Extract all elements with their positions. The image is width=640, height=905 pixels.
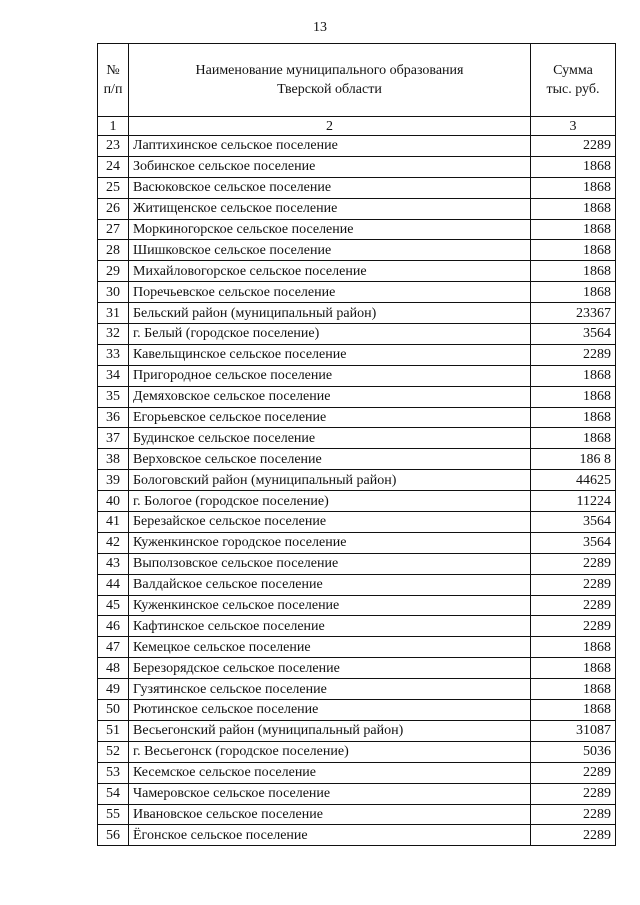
- row-sum: 23367: [531, 303, 616, 324]
- table-row: [98, 198, 616, 219]
- row-name: Михайловогорское сельское поселение: [129, 261, 531, 282]
- row-sum: 2289: [531, 595, 616, 616]
- row-sum: 1868: [531, 386, 616, 407]
- row-sum: 1868: [531, 240, 616, 261]
- table-row: [98, 700, 616, 721]
- row-sum: 44625: [531, 470, 616, 491]
- row-sum: 3564: [531, 532, 616, 553]
- column-numbers-row: [98, 117, 616, 136]
- table-row: [98, 574, 616, 595]
- table-row: [98, 386, 616, 407]
- table-row: [98, 762, 616, 783]
- row-name: Березорядское сельское поселение: [129, 658, 531, 679]
- row-name: Кавельщинское сельское поселение: [129, 344, 531, 365]
- row-sum: 1868: [531, 198, 616, 219]
- table-row: [98, 679, 616, 700]
- row-number: 34: [98, 365, 129, 386]
- table-row: [98, 741, 616, 762]
- row-number: 52: [98, 741, 129, 762]
- row-name: Рютинское сельское поселение: [129, 700, 531, 721]
- row-sum: 2289: [531, 825, 616, 846]
- row-sum: 3564: [531, 512, 616, 533]
- row-sum: 2289: [531, 553, 616, 574]
- table-row: [98, 156, 616, 177]
- row-number: 41: [98, 512, 129, 533]
- row-name: Верховское сельское поселение: [129, 449, 531, 470]
- table-row: [98, 825, 616, 846]
- row-number: 49: [98, 679, 129, 700]
- row-sum: 2289: [531, 136, 616, 157]
- row-name: Куженкинское городское поселение: [129, 532, 531, 553]
- row-number: 28: [98, 240, 129, 261]
- row-name: Валдайское сельское поселение: [129, 574, 531, 595]
- row-name: Кемецкое сельское поселение: [129, 637, 531, 658]
- row-sum: 1868: [531, 219, 616, 240]
- row-name: Лаптихинское сельское поселение: [129, 136, 531, 157]
- row-name: Зобинское сельское поселение: [129, 156, 531, 177]
- row-number: 44: [98, 574, 129, 595]
- table-row: [98, 720, 616, 741]
- table-row: [98, 449, 616, 470]
- row-name: Егорьевское сельское поселение: [129, 407, 531, 428]
- row-name: Бельский район (муниципальный район): [129, 303, 531, 324]
- row-number: 54: [98, 783, 129, 804]
- row-sum: 1868: [531, 700, 616, 721]
- table-row: [98, 637, 616, 658]
- table-row: [98, 407, 616, 428]
- table-header-row: [98, 44, 616, 117]
- table-row: [98, 282, 616, 303]
- row-number: 33: [98, 344, 129, 365]
- row-name: Чамеровское сельское поселение: [129, 783, 531, 804]
- row-number: 30: [98, 282, 129, 303]
- row-sum: 1868: [531, 637, 616, 658]
- row-name: Поречьевское сельское поселение: [129, 282, 531, 303]
- header-name-line1: Наименование муниципального образования: [195, 63, 464, 78]
- table-row: [98, 470, 616, 491]
- row-sum: 1868: [531, 282, 616, 303]
- row-number: 25: [98, 177, 129, 198]
- table-row: [98, 136, 616, 157]
- row-name: Васюковское сельское поселение: [129, 177, 531, 198]
- row-name: Выползовское сельское поселение: [129, 553, 531, 574]
- table-row: [98, 491, 616, 512]
- municipal-allocation-table: [97, 43, 616, 846]
- row-sum: 2289: [531, 762, 616, 783]
- row-name: Ёгонское сельское поселение: [129, 825, 531, 846]
- row-name: Кафтинское сельское поселение: [129, 616, 531, 637]
- row-name: Куженкинское сельское поселение: [129, 595, 531, 616]
- table-row: [98, 365, 616, 386]
- row-number: 50: [98, 700, 129, 721]
- row-name: Житищенское сельское поселение: [129, 198, 531, 219]
- table-row: [98, 324, 616, 345]
- row-number: 40: [98, 491, 129, 512]
- header-name-line2: Тверской области: [277, 82, 382, 97]
- column-number: 3: [531, 117, 616, 136]
- row-sum: 2289: [531, 783, 616, 804]
- row-number: 56: [98, 825, 129, 846]
- row-number: 31: [98, 303, 129, 324]
- table-row: [98, 804, 616, 825]
- row-name: Моркиногорское сельское поселение: [129, 219, 531, 240]
- row-sum: 1868: [531, 407, 616, 428]
- header-name: [129, 44, 531, 117]
- row-sum: 1868: [531, 679, 616, 700]
- row-number: 24: [98, 156, 129, 177]
- row-sum: 11224: [531, 491, 616, 512]
- row-sum: 1868: [531, 658, 616, 679]
- row-number: 38: [98, 449, 129, 470]
- row-sum: 2289: [531, 616, 616, 637]
- row-sum: 1868: [531, 428, 616, 449]
- row-number: 43: [98, 553, 129, 574]
- table-row: [98, 240, 616, 261]
- row-name: г. Весьегонск (городское поселение): [129, 741, 531, 762]
- row-number: 39: [98, 470, 129, 491]
- row-number: 26: [98, 198, 129, 219]
- row-name: Демяховское сельское поселение: [129, 386, 531, 407]
- header-sum-line2: тыс. руб.: [546, 82, 600, 97]
- row-number: 55: [98, 804, 129, 825]
- row-name: г. Бологое (городское поселение): [129, 491, 531, 512]
- header-number: [98, 44, 129, 117]
- table-row: [98, 177, 616, 198]
- table-row: [98, 616, 616, 637]
- table-row: [98, 428, 616, 449]
- row-name: Весьегонский район (муниципальный район): [129, 720, 531, 741]
- row-number: 45: [98, 595, 129, 616]
- row-number: 35: [98, 386, 129, 407]
- table-row: [98, 532, 616, 553]
- row-sum: 1868: [531, 365, 616, 386]
- column-number: 1: [98, 117, 129, 136]
- header-number-line2: п/п: [103, 82, 123, 97]
- row-number: 47: [98, 637, 129, 658]
- row-sum: 2289: [531, 804, 616, 825]
- row-number: 51: [98, 720, 129, 741]
- row-name: Березайское сельское поселение: [129, 512, 531, 533]
- row-name: Пригородное сельское поселение: [129, 365, 531, 386]
- row-name: Будинское сельское поселение: [129, 428, 531, 449]
- row-name: Бологовский район (муниципальный район): [129, 470, 531, 491]
- table-row: [98, 595, 616, 616]
- page-number: 13: [313, 20, 327, 35]
- row-name: Ивановское сельское поселение: [129, 804, 531, 825]
- row-sum: 1868: [531, 177, 616, 198]
- row-sum: 1868: [531, 261, 616, 282]
- row-number: 29: [98, 261, 129, 282]
- row-sum: 186 8: [531, 449, 616, 470]
- table-row: [98, 344, 616, 365]
- column-number: 2: [129, 117, 531, 136]
- header-sum: [531, 44, 616, 117]
- row-number: 42: [98, 532, 129, 553]
- row-sum: 1868: [531, 156, 616, 177]
- table-row: [98, 512, 616, 533]
- table-row: [98, 303, 616, 324]
- table-row: [98, 658, 616, 679]
- table-row: [98, 783, 616, 804]
- row-name: Кесемское сельское поселение: [129, 762, 531, 783]
- row-number: 53: [98, 762, 129, 783]
- row-sum: 3564: [531, 324, 616, 345]
- row-name: г. Белый (городское поселение): [129, 324, 531, 345]
- table-row: [98, 553, 616, 574]
- row-number: 23: [98, 136, 129, 157]
- table-row: [98, 219, 616, 240]
- row-number: 48: [98, 658, 129, 679]
- row-sum: 2289: [531, 344, 616, 365]
- row-number: 37: [98, 428, 129, 449]
- row-number: 36: [98, 407, 129, 428]
- row-sum: 2289: [531, 574, 616, 595]
- row-sum: 5036: [531, 741, 616, 762]
- row-name: Гузятинское сельское поселение: [129, 679, 531, 700]
- header-number-line1: №: [106, 63, 120, 78]
- row-sum: 31087: [531, 720, 616, 741]
- row-number: 27: [98, 219, 129, 240]
- row-number: 32: [98, 324, 129, 345]
- row-name: Шишковское сельское поселение: [129, 240, 531, 261]
- row-number: 46: [98, 616, 129, 637]
- header-sum-line1: Сумма: [553, 63, 593, 78]
- table-row: [98, 261, 616, 282]
